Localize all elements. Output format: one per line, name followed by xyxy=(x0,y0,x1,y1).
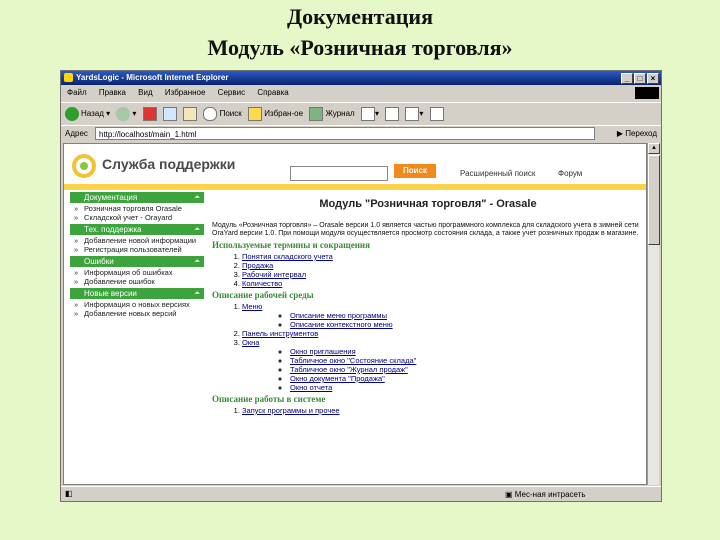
journal-button[interactable] xyxy=(309,103,354,125)
section-heading: Описание работы в системе xyxy=(212,394,326,404)
search-button[interactable] xyxy=(203,103,241,125)
title-bar xyxy=(61,71,661,85)
page-viewport xyxy=(63,143,647,485)
mail-button[interactable]: ▾ xyxy=(361,103,379,125)
ie-icon xyxy=(64,73,73,82)
doc-link[interactable]: Описание меню программы xyxy=(290,311,387,320)
sidebar-section-title: Документация xyxy=(84,193,138,202)
menu-favorites[interactable]: Избранное xyxy=(164,88,206,97)
stop-icon xyxy=(143,107,157,121)
sidebar-section-title: Новые версии xyxy=(84,289,137,298)
history-icon xyxy=(309,107,323,121)
menu-help[interactable]: Справка xyxy=(257,88,289,97)
section-heading: Используемые термины и сокращения xyxy=(212,240,370,250)
doc-link[interactable]: Меню xyxy=(242,302,263,311)
doc-link[interactable]: Запуск программы и прочее xyxy=(242,406,340,415)
zone-indicator: ▣ Мес-ная интрасеть xyxy=(505,490,586,499)
menu-view[interactable]: Вид xyxy=(138,88,153,97)
advanced-search-link[interactable]: Расширенный поиск xyxy=(460,169,536,178)
favorites-label: Избран-ое xyxy=(264,109,304,118)
back-arrow-icon xyxy=(65,107,79,121)
star-icon xyxy=(248,107,262,121)
maximize-button[interactable]: □ xyxy=(634,73,646,84)
sidebar-item[interactable]: » Регистрация пользователей xyxy=(72,245,206,254)
forum-link[interactable]: Форум xyxy=(558,169,583,178)
doc-link[interactable]: Окна xyxy=(242,338,260,347)
print-button[interactable] xyxy=(385,103,399,125)
site-search-button[interactable]: Поиск xyxy=(394,164,436,178)
magnifier-icon xyxy=(203,107,217,121)
menu-file[interactable]: Файл xyxy=(67,88,87,97)
sidebar-item[interactable]: » Информация об ошибках xyxy=(72,268,206,277)
usage-list xyxy=(212,406,644,415)
home-button[interactable] xyxy=(183,103,197,125)
menu-edit[interactable]: Правка xyxy=(98,88,126,97)
forward-arrow-icon xyxy=(116,107,130,121)
go-label: Переход xyxy=(625,129,657,138)
sidebar-section-title: Тех. поддержка xyxy=(84,225,142,234)
journal-label: Журнал xyxy=(325,109,355,118)
mail-icon xyxy=(361,107,375,121)
sidebar-item[interactable]: » Добавление ошибок xyxy=(72,277,206,286)
sidebar-section-versions[interactable] xyxy=(70,288,204,299)
terms-list xyxy=(212,252,644,288)
collapse-icon[interactable]: ⏶ xyxy=(194,226,200,233)
sidebar-section-docs[interactable] xyxy=(70,192,204,203)
site-search-input[interactable] xyxy=(290,166,388,181)
edit-icon xyxy=(405,107,419,121)
environment-list xyxy=(212,302,644,392)
zone-label: Мес-ная интрасеть xyxy=(514,490,586,499)
sidebar-item[interactable]: » Информация о новых версиях xyxy=(72,300,206,309)
go-button[interactable]: ▶ Переход xyxy=(616,129,657,138)
sidebar-section-support[interactable] xyxy=(70,224,204,235)
main-content xyxy=(212,190,644,485)
site-brand: Служба поддержки xyxy=(102,156,236,172)
collapse-icon[interactable]: ⏶ xyxy=(194,194,200,201)
site-header xyxy=(64,144,647,188)
toolbar xyxy=(61,102,661,125)
sidebar-item[interactable]: » Розничная торговля Orasale xyxy=(72,204,206,213)
sidebar-item[interactable]: » Добавление новой информации xyxy=(72,236,206,245)
sidebar-section-errors[interactable] xyxy=(70,256,204,267)
intro-text: Модуль «Розничная торговля» – Orasale версии 1.0 является частью программного комплекса для складского учета в зимней сети OraYard версии 1.0. При помощи модуля осуществляется просмотр состояния склада, а также учет розничных продаж в магазине. xyxy=(212,222,639,237)
sidebar xyxy=(64,190,206,485)
slide-subtitle: Модуль «Розничная торговля» xyxy=(207,35,513,60)
back-label: Назад xyxy=(81,109,104,118)
home-icon xyxy=(183,107,197,121)
sidebar-section-title: Ошибки xyxy=(84,257,114,266)
windows-logo-icon xyxy=(635,87,659,99)
doc-link[interactable]: Окно отчета xyxy=(290,383,333,392)
favorites-button[interactable] xyxy=(248,103,303,125)
doc-link[interactable]: Окно приглашения xyxy=(290,347,356,356)
address-label: Адрес xyxy=(65,129,88,138)
discuss-button[interactable] xyxy=(430,103,444,125)
page-title: Модуль "Розничная торговля" - Orasale xyxy=(319,198,537,210)
doc-link[interactable]: Табличное окно "Журнал продаж" xyxy=(290,365,408,374)
close-button[interactable]: × xyxy=(647,73,659,84)
support-logo-icon xyxy=(72,154,96,178)
sidebar-item[interactable]: » Складской учет - Orayard xyxy=(72,213,206,222)
stop-button[interactable] xyxy=(143,103,157,125)
menu-bar xyxy=(61,86,661,100)
search-label: Поиск xyxy=(219,109,242,118)
doc-link[interactable]: Панель инструментов xyxy=(242,329,319,338)
browser-window xyxy=(60,70,662,502)
menu-tools[interactable]: Сервис xyxy=(217,88,246,97)
doc-link[interactable]: Рабочий интервал xyxy=(242,270,307,279)
refresh-icon xyxy=(163,107,177,121)
vertical-scrollbar[interactable] xyxy=(647,143,659,485)
back-button[interactable]: Назад ▾ xyxy=(65,103,110,125)
collapse-icon[interactable]: ⏶ xyxy=(194,290,200,297)
discuss-icon xyxy=(430,107,444,121)
window-title: YardsLogic - Microsoft Internet Explorer xyxy=(76,73,229,82)
status-bar xyxy=(61,486,661,501)
page-status-icon: ◧ xyxy=(65,489,73,498)
address-input[interactable] xyxy=(95,127,595,140)
collapse-icon[interactable]: ⏶ xyxy=(194,258,200,265)
doc-link[interactable]: Продажа xyxy=(242,261,274,270)
sidebar-item[interactable]: » Добавление новых версий xyxy=(72,309,206,318)
doc-link[interactable]: Табличное окно "Состояние склада" xyxy=(290,356,417,365)
scroll-up-icon[interactable]: ▲ xyxy=(648,143,660,154)
minimize-button[interactable]: _ xyxy=(621,73,633,84)
doc-link[interactable]: Описание контекстного меню xyxy=(290,320,393,329)
print-icon xyxy=(385,107,399,121)
address-bar xyxy=(61,125,661,142)
doc-link[interactable]: Количество xyxy=(242,279,283,288)
address-value: http://localhost/main_1.html xyxy=(99,130,197,139)
refresh-button[interactable] xyxy=(163,103,177,125)
edit-button[interactable]: ▾ xyxy=(405,103,423,125)
doc-link[interactable]: Окно документа "Продажа" xyxy=(290,374,385,383)
forward-button[interactable]: ▾ xyxy=(116,103,136,125)
doc-link[interactable]: Понятия складского учета xyxy=(242,252,333,261)
slide-title: Документация xyxy=(287,4,433,29)
section-heading: Описание рабочей среды xyxy=(212,290,314,300)
scroll-thumb[interactable] xyxy=(648,155,660,245)
